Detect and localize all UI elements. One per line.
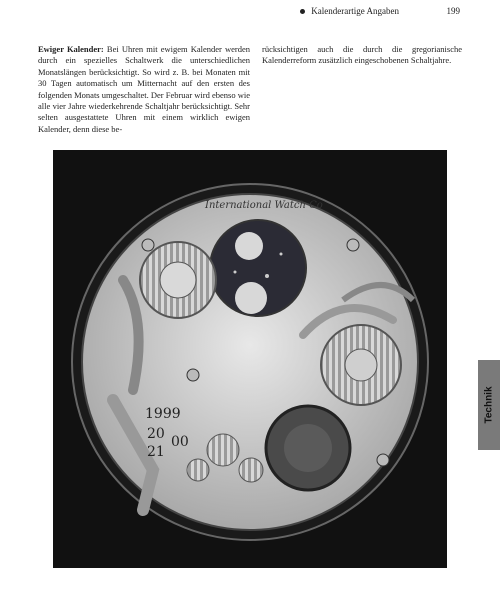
year-label-1: 1999 [145, 406, 181, 422]
year-label-4: 00 [171, 434, 189, 450]
term-heading: Ewiger Kalender: [38, 44, 104, 54]
watch-movement-figure [53, 150, 447, 568]
running-header [300, 0, 500, 22]
engraving-text: International Watch Co [205, 200, 323, 211]
paragraph-continuation: rücksichtigen auch die durch die gregorianische Kalenderreform zusätzlich eingeschobenen Schaltjahre. [262, 44, 462, 66]
bullet-icon [300, 9, 305, 14]
side-tab-label: Technik [483, 386, 495, 424]
year-label-2: 20 [147, 426, 165, 442]
side-tab [478, 360, 500, 450]
watch-movement-drawing [53, 150, 447, 568]
text-column-right [262, 44, 462, 67]
header-section-title: Kalenderartige Angaben [311, 6, 399, 16]
page-number: 199 [446, 6, 460, 16]
paragraph-text: Bei Uhren mit ewigem Kalender werden durch ein spezielles Schaltwerk die unterschiedlichen Monatslängen berücksichtigt. So wird z. B. bei Monaten mit 30 Tagen automatisch um Mitternacht auf den ersten des folgenden Monats umgeschaltet. Der Februar wird ebenso wie alle vier Jahre wiederkehrende Schaltjahr berücksichtigt. Sehr selten ausgestattete Uhren mit einem wirklich ewigen Kalender, denn diese be- [38, 44, 251, 134]
year-label-3: 21 [147, 444, 165, 460]
text-column-left [38, 44, 250, 135]
